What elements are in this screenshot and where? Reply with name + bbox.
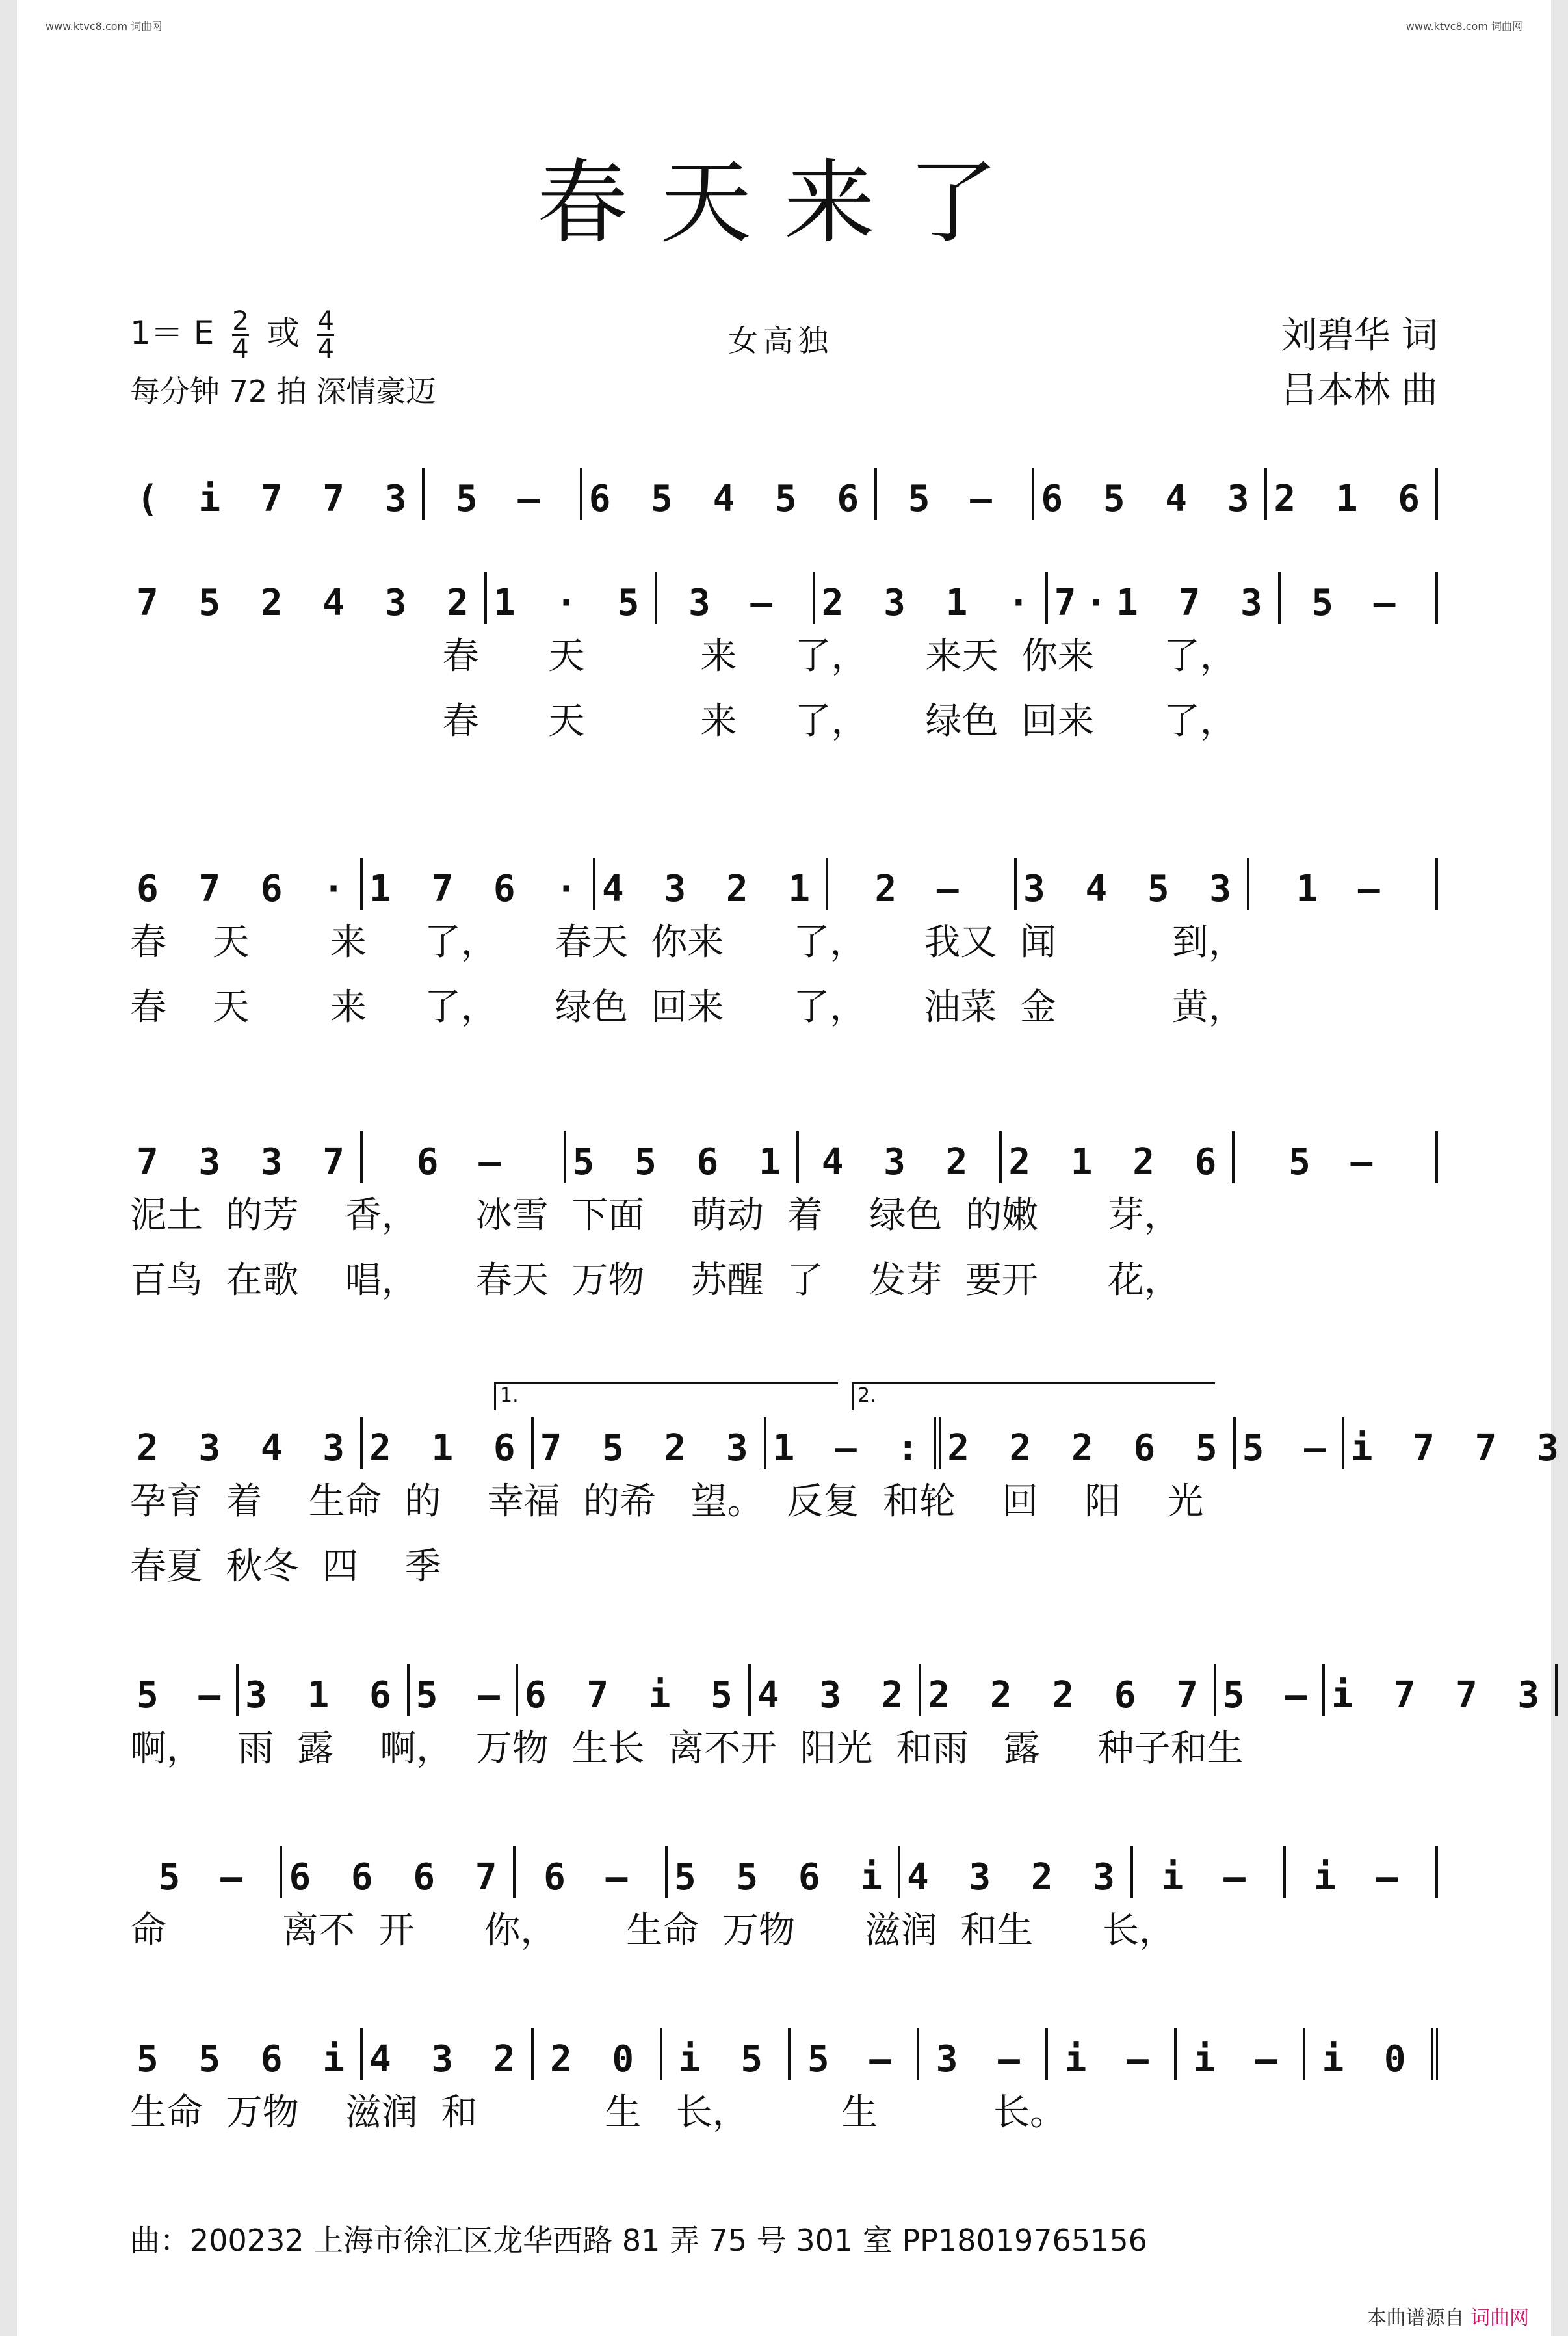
header-watermark-left: www.ktvc8.com 词曲网: [46, 20, 163, 33]
measure: [363, 1417, 534, 1469]
note-group: 5 –: [455, 478, 549, 520]
measure: [1325, 1664, 1558, 1716]
lyric-line: 春夏 秋冬 四 季: [130, 1545, 441, 1588]
note-group: 7 3 3 7: [137, 1141, 354, 1183]
measure: [941, 1417, 1235, 1469]
note-group: 7 5 2 3: [540, 1427, 757, 1469]
measure: [595, 858, 828, 910]
measure: [1267, 468, 1438, 520]
notes-row: [130, 1846, 1438, 1898]
measure: [657, 572, 815, 624]
note-group: i –: [1314, 1856, 1407, 1898]
lyricist-credit: 刘碧华 词: [1281, 315, 1438, 357]
key-signature: [130, 307, 342, 362]
lyric-line: 春 天 来 了， 春天 你来 了， 我又 闻 到，: [130, 921, 1245, 964]
notes-row: [130, 468, 1438, 520]
score-system: [130, 2028, 1438, 2146]
note-group: 2 3 4 3: [137, 1427, 354, 1469]
measure: [668, 1846, 900, 1898]
measure: [1048, 572, 1281, 624]
measure: [239, 1664, 410, 1716]
note-group: 2 1 2 6: [1008, 1141, 1226, 1183]
measure: [1235, 1131, 1438, 1183]
measure: [130, 1417, 363, 1469]
measure: [534, 2028, 662, 2080]
lyric-line: 春 天 来 了， 绿色 回来 了， 油菜 金 黄，: [130, 986, 1245, 1029]
measure: [425, 468, 582, 520]
composer-credit: 吕本林 曲: [1281, 369, 1438, 412]
note-group: 2 2 2 6 5: [947, 1427, 1227, 1469]
measure: [1216, 1664, 1325, 1716]
measure: [799, 1131, 1002, 1183]
lyric-line: 命 离不 开 你， 生命 万物 滋润 和生 长，: [130, 1909, 1176, 1952]
note-group: 4 3 2 1: [602, 868, 820, 910]
measure: [130, 858, 363, 910]
note-group: i 7 7 3: [1331, 1674, 1549, 1716]
lyric-line: 啊， 雨 露 啊， 万物 生长 离不开 阳光 和雨 露 种子和生: [130, 1727, 1244, 1770]
note-group: 6 7 i 5: [524, 1674, 742, 1716]
measure: [900, 1846, 1133, 1898]
measure: [751, 1664, 922, 1716]
measure: [791, 2028, 919, 2080]
key-or: 或: [267, 314, 300, 352]
note-group: 5 5 6 i: [137, 2038, 354, 2080]
measure: [919, 2028, 1048, 2080]
note-group: 5 –: [1242, 1427, 1335, 1469]
note-group: 5 –: [807, 2038, 900, 2080]
note-group: 5 –: [158, 1856, 252, 1898]
source-brand: 词曲网: [1470, 2307, 1529, 2329]
note-group: 4 3 2: [757, 1674, 913, 1716]
measure: [363, 2028, 534, 2080]
note-group: 1 · 5: [493, 582, 649, 624]
note-group: 1 –: [1296, 868, 1389, 910]
footer-address: 曲：200232 上海市徐汇区龙华西路 81 弄 75 号 301 室 PP18019765156: [130, 2223, 1147, 2258]
lyric-line: 孕育 着 生命 的 幸福 的希 望。 反复 和轮 回 阳 光: [130, 1480, 1204, 1523]
note-group: 2 1 6: [369, 1427, 525, 1469]
note-group: ( i 7 7 3: [137, 478, 416, 520]
measure: [766, 1417, 941, 1469]
measure: [1034, 468, 1267, 520]
note-group: 5 5 6 i: [673, 1856, 891, 1898]
notes-row: [130, 1384, 1568, 1469]
volta-first-ending: 1.: [494, 1382, 838, 1410]
note-group: 4 3 2 3: [907, 1856, 1125, 1898]
measure: [130, 468, 425, 520]
note-group: 6 7 6 ·: [137, 868, 354, 910]
note-group: 3 1 6: [245, 1674, 400, 1716]
measure: [1017, 858, 1249, 910]
measure: [828, 858, 1017, 910]
notes-row: [130, 2028, 1438, 2080]
measure: [1344, 1417, 1568, 1469]
source-credit: [1366, 2302, 1529, 2330]
note-group: i –: [1064, 2038, 1158, 2080]
voice-type: 女高独: [728, 323, 833, 358]
note-group: 3 –: [935, 2038, 1029, 2080]
volta-second-ending: 2.: [852, 1382, 1215, 1410]
note-group: 5 –: [137, 1674, 230, 1716]
measure: [1002, 1131, 1235, 1183]
measure: [1305, 2028, 1438, 2080]
measure: [410, 1664, 518, 1716]
measure: [487, 572, 658, 624]
notes-row: [130, 1664, 1549, 1716]
score-system: [130, 858, 1438, 1040]
note-group: 4 3 2: [821, 1141, 977, 1183]
ts2-bottom: 4: [317, 334, 334, 364]
measure: [130, 1846, 282, 1898]
note-group: 6 5 4 3: [1041, 478, 1259, 520]
key-prefix: 1＝ E: [130, 314, 215, 352]
measure: [1133, 1846, 1285, 1898]
notes-row: [130, 572, 1438, 624]
lyric-line: 春 天 来 了， 绿色 回来 了，: [130, 700, 1236, 742]
note-group: 6 5 4 5 6: [588, 478, 869, 520]
measure: [582, 468, 877, 520]
measure: [130, 1131, 363, 1183]
note-group: 5 –: [1311, 582, 1405, 624]
measure: [282, 1846, 515, 1898]
note-group: 2 –: [874, 868, 968, 910]
note-group: i –: [1193, 2038, 1287, 2080]
note-group: 2 3 1 ·: [821, 582, 1039, 624]
tempo-marking: 每分钟 72 拍 深情豪迈: [130, 374, 436, 409]
song-title: 春天来了: [536, 150, 1031, 256]
note-group: 6 6 6 7: [289, 1856, 506, 1898]
measure: [130, 572, 487, 624]
header-watermark-right: www.ktvc8.com 词曲网: [1405, 20, 1522, 33]
note-group: 5 –: [908, 478, 1001, 520]
measure: [1177, 2028, 1305, 2080]
lyric-line: 泥土 的芳 香， 冰雪 下面 萌动 着 绿色 的嫩 芽，: [130, 1194, 1181, 1237]
source-text: 本曲谱源自: [1366, 2307, 1465, 2329]
notes-row: [130, 1131, 1438, 1183]
lyric-line: 生命 万物 滋润 和 生 长， 生 长。: [130, 2092, 1067, 2134]
measure: [1249, 858, 1438, 910]
measure: [534, 1417, 766, 1469]
note-group: 5 –: [1288, 1141, 1382, 1183]
lyric-line: 百鸟 在歌 唱， 春天 万物 苏醒 了 发芽 要开 花，: [130, 1259, 1181, 1302]
right-border-strip: [1551, 0, 1568, 2336]
ts1-bottom: 4: [232, 334, 249, 364]
measure: [518, 1664, 751, 1716]
measure: [877, 468, 1034, 520]
measure: [662, 2028, 791, 2080]
measure: [1236, 1417, 1344, 1469]
score-system: [130, 1664, 1549, 1781]
note-group: 1 7 6 ·: [369, 868, 587, 910]
measure: [921, 1664, 1216, 1716]
note-group: 5 –: [1222, 1674, 1316, 1716]
measure: [363, 1131, 566, 1183]
note-group: 7 5 2 4 3 2: [137, 582, 478, 624]
note-group: 7·1 7 3: [1054, 582, 1272, 624]
ts1-top: 2: [232, 306, 249, 336]
ts2-top: 4: [317, 306, 334, 336]
score-system: [130, 468, 1438, 520]
measure: [130, 1664, 239, 1716]
note-group: 5 –: [415, 1674, 509, 1716]
measure: [815, 572, 1048, 624]
note-group: i 0: [1322, 2038, 1415, 2080]
left-border-strip: [0, 0, 17, 2336]
note-group: 2 2 2 6 7: [928, 1674, 1207, 1716]
note-group: 4 3 2: [369, 2038, 525, 2080]
note-group: 2 1 6: [1274, 478, 1429, 520]
measure: [1281, 572, 1438, 624]
measure: [130, 2028, 363, 2080]
note-group: i 5: [678, 2038, 772, 2080]
note-group: 3 –: [688, 582, 782, 624]
time-signature-2: [317, 308, 333, 362]
note-group: 6 –: [543, 1856, 637, 1898]
measure: [1286, 1846, 1438, 1898]
notes-row: [130, 858, 1438, 910]
lyric-line: 春 天 来 了， 来天 你来 了，: [130, 635, 1236, 677]
measure: [1048, 2028, 1177, 2080]
measure: [516, 1846, 668, 1898]
measure: [566, 1131, 799, 1183]
note-group: 2 0: [549, 2038, 644, 2080]
score-system: [130, 572, 1438, 754]
note-group: 1 – :: [772, 1427, 928, 1469]
score-system: [130, 1131, 1438, 1313]
measure: [363, 858, 595, 910]
note-group: 3 4 5 3: [1023, 868, 1241, 910]
note-group: 6 –: [416, 1141, 510, 1183]
note-group: 5 5 6 1: [572, 1141, 790, 1183]
time-signature-1: [232, 308, 248, 362]
note-group: i 7 7 3: [1350, 1427, 1568, 1469]
score-system: [130, 1384, 1568, 1599]
note-group: i –: [1161, 1856, 1255, 1898]
score-system: [130, 1846, 1438, 1963]
